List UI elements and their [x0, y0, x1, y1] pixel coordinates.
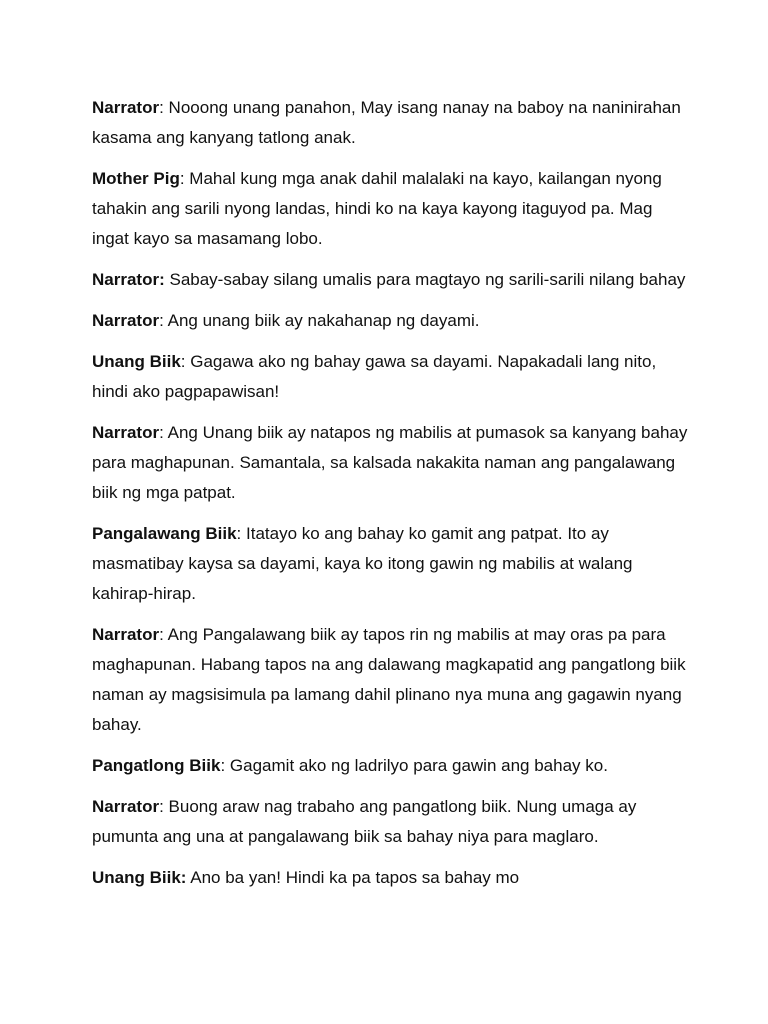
speaker-name: Mother Pig [92, 169, 180, 188]
speaker-name: Pangatlong Biik [92, 756, 221, 775]
dialogue-line-narrator-4 [92, 418, 692, 508]
dialogue-line-narrator-1 [92, 93, 692, 153]
dialogue-text: Gagawa ako ng bahay gawa sa dayami. Napakadali lang nito, hindi ako pagpapawisan! [92, 352, 657, 401]
dialogue-text: Ano ba yan! Hindi ka pa tapos sa bahay mo [190, 868, 520, 887]
speaker-separator: : [180, 352, 191, 371]
dialogue-line-mother-pig [92, 164, 692, 254]
dialogue-text: Ang Unang biik ay natapos ng mabilis at pumasok sa kanyang bahay para maghapunan. Samantala, sa kalsada nakakita naman ang pangalawang biik ng mga patpat. [92, 423, 688, 502]
document-page [92, 93, 692, 904]
speaker-name: Narrator [92, 311, 160, 330]
speaker-name: Narrator [92, 625, 160, 644]
speaker-separator: : [159, 797, 169, 816]
speaker-separator: : [179, 169, 190, 188]
speaker-name: Unang Biik [92, 352, 181, 371]
speaker-separator: : [159, 625, 168, 644]
speaker-name: Pangalawang Biik [92, 524, 237, 543]
dialogue-text: Mahal kung mga anak dahil malalaki na kayo, kailangan nyong tahakin ang sarili nyong landas, hindi ko na kaya kayong itaguyod pa. Mag ingat kayo sa masamang lobo. [92, 169, 662, 248]
dialogue-line-unang-biik-2 [92, 863, 692, 893]
speaker-name: Narrator [92, 423, 160, 442]
dialogue-text: Ang unang biik ay nakahanap ng dayami. [167, 311, 480, 330]
speaker-separator: : [159, 98, 169, 117]
speaker-name: Narrator: [92, 270, 165, 289]
speaker-separator: : [159, 423, 168, 442]
dialogue-text: Buong araw nag trabaho ang pangatlong biik. Nung umaga ay pumunta ang una at pangalawang biik sa bahay niya para maglaro. [92, 797, 637, 846]
dialogue-line-narrator-5 [92, 620, 692, 740]
dialogue-line-unang-biik-1 [92, 347, 692, 407]
dialogue-text: Gagamit ako ng ladrilyo para gawin ang bahay ko. [229, 756, 608, 775]
speaker-separator: : [159, 311, 168, 330]
dialogue-text: Itatayo ko ang bahay ko gamit ang patpat. Ito ay masmatibay kaysa sa dayami, kaya ko itong gawin ng mabilis at walang kahirap-hirap. [92, 524, 633, 603]
dialogue-line-narrator-6 [92, 792, 692, 852]
dialogue-text: Ang Pangalawang biik ay tapos rin ng mabilis at may oras pa para maghapunan. Habang tapos na ang dalawang magkapatid ang pangatlong biik naman ay magsisimula pa lamang dahil plinano nya muna ang gagawin nyang bahay. [92, 625, 686, 734]
dialogue-line-pangalawang-biik [92, 519, 692, 609]
dialogue-text: Nooong unang panahon, May isang nanay na baboy na naninirahan kasama ang kanyang tatlong anak. [92, 98, 681, 147]
speaker-separator: : [220, 756, 230, 775]
speaker-name: Narrator [92, 98, 160, 117]
dialogue-line-narrator-3 [92, 306, 692, 336]
speaker-name: Narrator [92, 797, 160, 816]
dialogue-line-narrator-2 [92, 265, 692, 295]
speaker-separator: : [236, 524, 246, 543]
dialogue-line-pangatlong-biik [92, 751, 692, 781]
dialogue-text: Sabay-sabay silang umalis para magtayo ng sarili-sarili nilang bahay [169, 270, 686, 289]
speaker-name: Unang Biik: [92, 868, 187, 887]
